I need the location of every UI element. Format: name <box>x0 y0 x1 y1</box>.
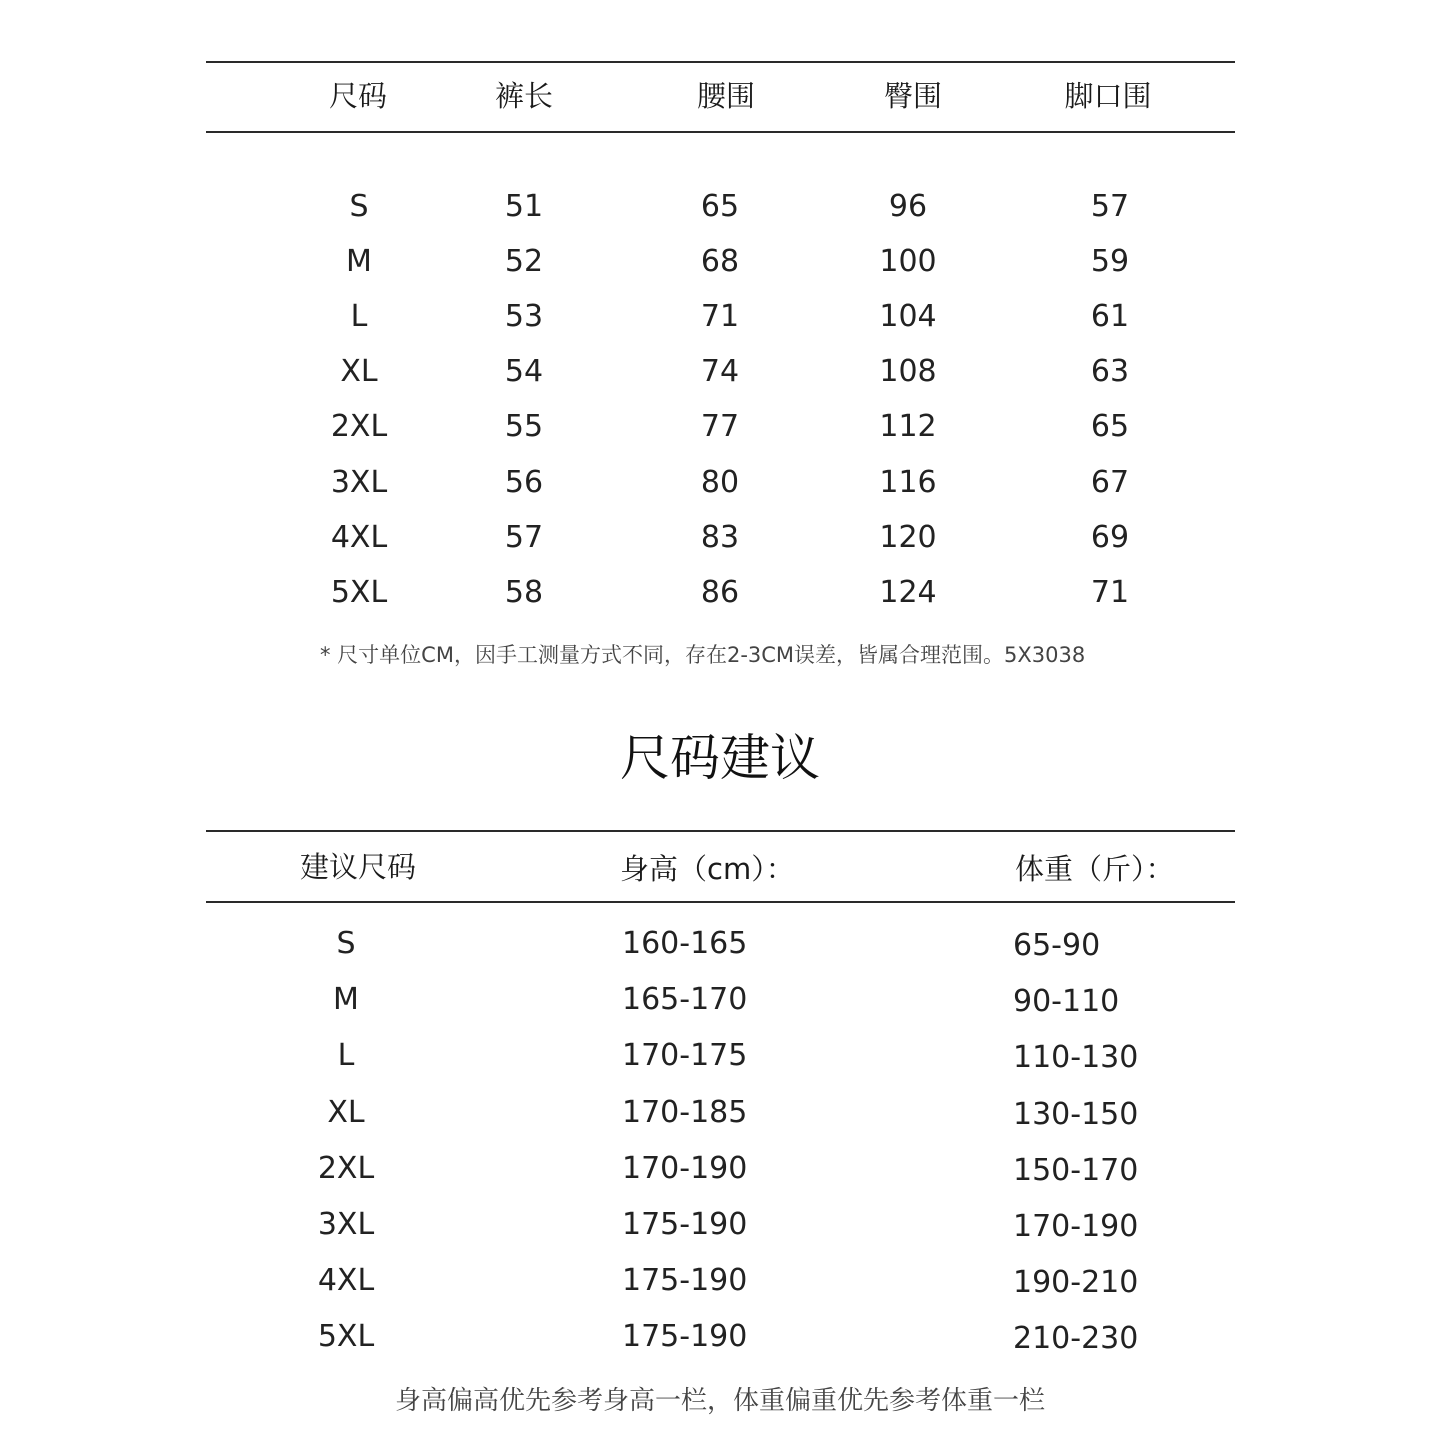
cell-size: 2XL <box>330 409 388 444</box>
cell-height: 160-165 <box>622 926 748 961</box>
cell-waist: 77 <box>700 409 740 444</box>
cell-size: S <box>336 926 356 961</box>
cell-hip: 116 <box>879 465 937 500</box>
cell-size: 3XL <box>317 1207 375 1242</box>
cell-length: 56 <box>504 465 544 500</box>
header-weight: 体重（斤）： <box>1015 852 1175 886</box>
cell-length: 54 <box>504 354 544 389</box>
cell-hip: 120 <box>879 520 937 555</box>
cell-length: 58 <box>504 575 544 610</box>
header-size: 尺码 <box>328 79 388 113</box>
header-height: 身高（cm）： <box>620 852 795 886</box>
cell-length: 53 <box>504 299 544 334</box>
cell-size: 4XL <box>317 1263 375 1298</box>
cell-leg-opening: 65 <box>1090 409 1130 444</box>
cell-waist: 68 <box>700 244 740 279</box>
cell-height: 175-190 <box>622 1263 748 1298</box>
cell-waist: 74 <box>700 354 740 389</box>
cell-length: 52 <box>504 244 544 279</box>
cell-leg-opening: 67 <box>1090 465 1130 500</box>
cell-hip: 112 <box>879 409 937 444</box>
recommend-table-header-rule <box>206 901 1235 903</box>
cell-weight: 150-170 <box>1013 1153 1139 1188</box>
cell-hip: 100 <box>879 244 937 279</box>
cell-height: 170-185 <box>622 1095 748 1130</box>
measurement-note: * 尺寸单位CM，因手工测量方式不同，存在2-3CM误差，皆属合理范围。5X3038 <box>320 643 1086 667</box>
cell-size: S <box>349 189 369 224</box>
cell-hip: 124 <box>879 575 937 610</box>
cell-height: 170-175 <box>622 1038 748 1073</box>
cell-size: L <box>350 299 368 334</box>
cell-weight: 110-130 <box>1013 1040 1139 1075</box>
cell-height: 175-190 <box>622 1207 748 1242</box>
header-recommended-size: 建议尺码 <box>299 850 417 884</box>
header-hip: 臀围 <box>883 79 943 113</box>
cell-weight: 190-210 <box>1013 1265 1139 1300</box>
header-length: 裤长 <box>494 79 554 113</box>
cell-hip: 108 <box>879 354 937 389</box>
cell-size: L <box>337 1038 355 1073</box>
cell-size: 2XL <box>317 1151 375 1186</box>
cell-height: 165-170 <box>622 982 748 1017</box>
cell-waist: 71 <box>700 299 740 334</box>
cell-hip: 96 <box>888 189 928 224</box>
cell-size: 5XL <box>317 1319 375 1354</box>
cell-leg-opening: 63 <box>1090 354 1130 389</box>
cell-height: 170-190 <box>622 1151 748 1186</box>
cell-size: 3XL <box>330 465 388 500</box>
cell-waist: 80 <box>700 465 740 500</box>
cell-size: 4XL <box>330 520 388 555</box>
cell-size: XL <box>340 354 378 389</box>
cell-height: 175-190 <box>622 1319 748 1354</box>
cell-weight: 130-150 <box>1013 1097 1139 1132</box>
cell-waist: 65 <box>700 189 740 224</box>
size-table-header-rule <box>206 131 1235 133</box>
header-leg-opening: 脚口围 <box>1064 79 1152 113</box>
cell-leg-opening: 57 <box>1090 189 1130 224</box>
cell-weight: 65-90 <box>1013 928 1101 963</box>
cell-weight: 210-230 <box>1013 1321 1139 1356</box>
cell-length: 57 <box>504 520 544 555</box>
cell-length: 51 <box>504 189 544 224</box>
cell-leg-opening: 61 <box>1090 299 1130 334</box>
recommend-note: 身高偏高优先参考身高一栏，体重偏重优先参考体重一栏 <box>394 1386 1046 1416</box>
recommend-table-top-rule <box>206 830 1235 832</box>
cell-leg-opening: 71 <box>1090 575 1130 610</box>
cell-length: 55 <box>504 409 544 444</box>
cell-weight: 170-190 <box>1013 1209 1139 1244</box>
cell-leg-opening: 69 <box>1090 520 1130 555</box>
size-table-top-rule <box>206 61 1235 63</box>
cell-waist: 86 <box>700 575 740 610</box>
cell-size: XL <box>327 1095 365 1130</box>
cell-waist: 83 <box>700 520 740 555</box>
cell-weight: 90-110 <box>1013 984 1120 1019</box>
section-title: 尺码建议 <box>620 729 820 787</box>
header-waist: 腰围 <box>696 79 756 113</box>
cell-leg-opening: 59 <box>1090 244 1130 279</box>
cell-hip: 104 <box>879 299 937 334</box>
cell-size: M <box>346 244 372 279</box>
cell-size: M <box>333 982 359 1017</box>
cell-size: 5XL <box>330 575 388 610</box>
